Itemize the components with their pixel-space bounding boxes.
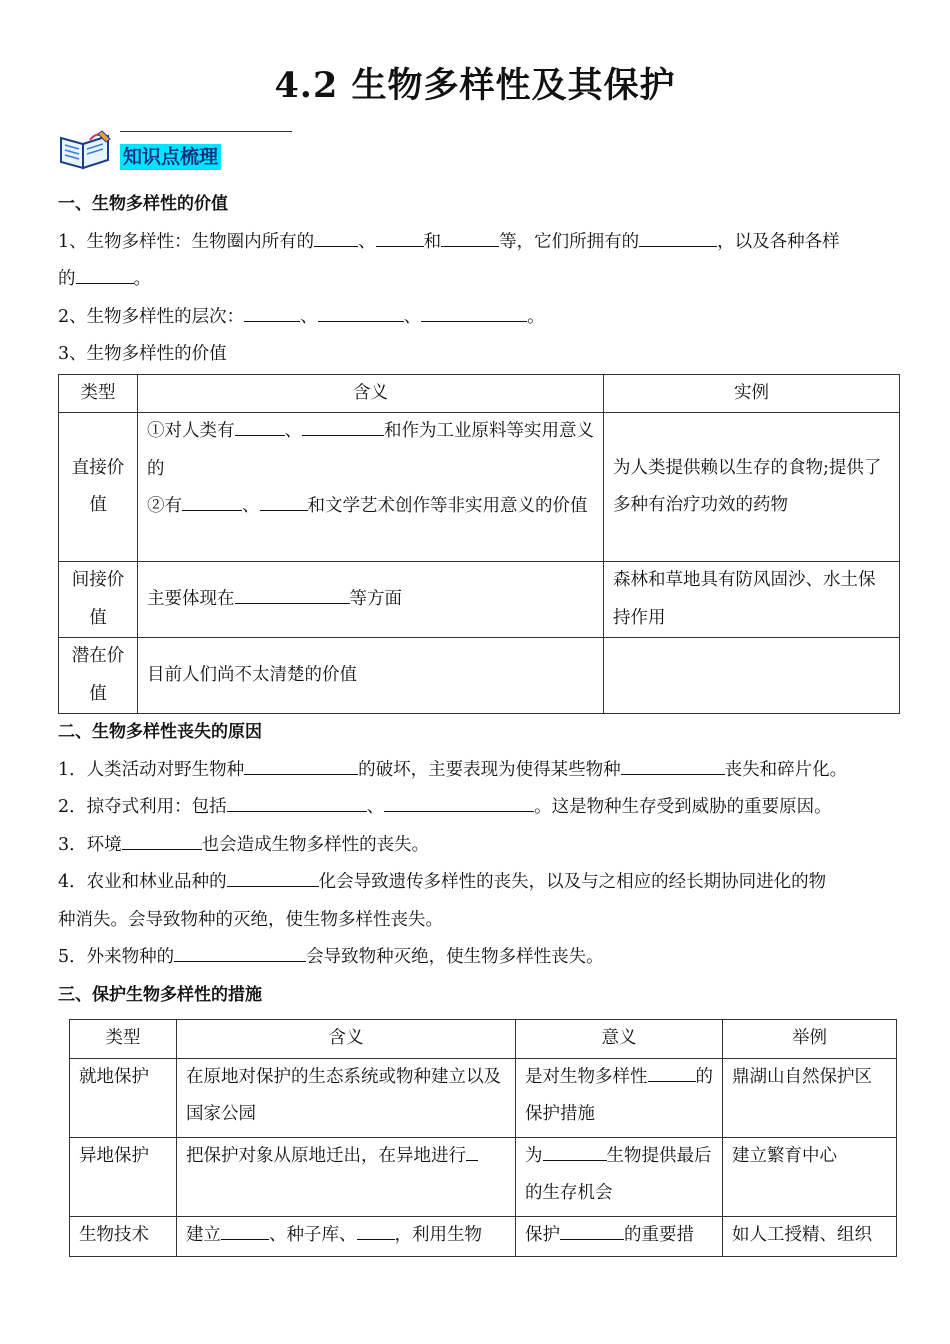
row-example xyxy=(604,638,900,714)
s2-heading: 二、生物多样性丧失的原因 xyxy=(58,722,262,742)
row-example: 为人类提供赖以生存的食物;提供了多种有治疗功效的药物 xyxy=(604,413,900,562)
row-significance: 是对生物多样性 的保护措施 xyxy=(516,1058,723,1137)
section-header xyxy=(58,128,238,172)
row-meaning: 把保护对象从原地迁出，在异地进行 xyxy=(177,1137,516,1216)
page-title: 4.2 生物多样性及其保护 xyxy=(274,65,676,106)
col-header: 含义 xyxy=(177,1020,516,1059)
row-significance: 保护 的重要措 xyxy=(516,1216,723,1256)
s2-p3: 3．环境 也会造成生物多样性的丧失。 xyxy=(58,827,900,865)
col-header: 类型 xyxy=(59,374,138,413)
content xyxy=(58,186,900,1257)
row-meaning: 建立 、种子库、 ，利用生物 xyxy=(177,1216,516,1256)
row-type: 潜在价值 xyxy=(59,638,138,714)
s1-p1: 1、生物多样性：生物圈内所有的 、 和 等，它们所拥有的 ，以及各种各样 的 。 xyxy=(58,224,900,299)
row-meaning: 在原地对保护的生态系统或物种建立以及国家公园 xyxy=(177,1058,516,1137)
col-header: 意义 xyxy=(516,1020,723,1059)
s1-p2: 2、生物多样性的层次： 、 、 。 xyxy=(58,299,900,337)
row-example: 森林和草地具有防风固沙、水土保持作用 xyxy=(604,562,900,638)
row-meaning: 主要体现在 等方面 xyxy=(138,562,604,638)
row-meaning: ①对人类有 、 和作为工业原料等实用意义的 ②有 、 和文学艺术创作等非实用意义的价值 xyxy=(138,413,604,562)
row-meaning: 目前人们尚不太清楚的价值 xyxy=(138,638,604,714)
s3-heading: 三、保护生物多样性的措施 xyxy=(58,984,262,1005)
col-header: 类型 xyxy=(70,1020,177,1059)
row-example: 建立繁育中心 xyxy=(723,1137,897,1216)
row-example: 如人工授精、组织 xyxy=(723,1216,897,1256)
s2-p1: 1．人类活动对野生物种 的破坏，主要表现为使得某些物种 丧失和碎片化。 xyxy=(58,752,900,790)
col-header: 举例 xyxy=(723,1020,897,1059)
col-header: 含义 xyxy=(138,374,604,413)
open-book-icon xyxy=(58,130,112,170)
row-example: 鼎湖山自然保护区 xyxy=(723,1058,897,1137)
s1-heading: 一、生物多样性的价值 xyxy=(58,194,228,214)
row-type: 异地保护 xyxy=(70,1137,177,1216)
s2-p2: 2．掠夺式利用：包括 、 。这是物种生存受到威胁的重要原因。 xyxy=(58,789,900,827)
s2-p5: 5．外来物种的 会导致物种灭绝，使生物多样性丧失。 xyxy=(58,939,900,977)
section-label: 知识点梳理 xyxy=(120,144,221,170)
s1-p3: 3、生物多样性的价值 xyxy=(58,344,227,364)
row-type: 间接价值 xyxy=(59,562,138,638)
value-table xyxy=(58,374,900,715)
s2-p4: 4．农业和林业品种的 化会导致遗传多样性的丧失，以及与之相应的经长期协同进化的物 种消失。会导致物种的灭绝，使生物多样性丧失。 xyxy=(58,864,900,939)
row-type: 直接价值 xyxy=(59,413,138,562)
row-significance: 为 生物提供最后的生存机会 xyxy=(516,1137,723,1216)
protection-table xyxy=(69,1019,897,1257)
row-type: 生物技术 xyxy=(70,1216,177,1256)
row-type: 就地保护 xyxy=(70,1058,177,1137)
header-rule xyxy=(120,131,292,132)
col-header: 实例 xyxy=(604,374,900,413)
